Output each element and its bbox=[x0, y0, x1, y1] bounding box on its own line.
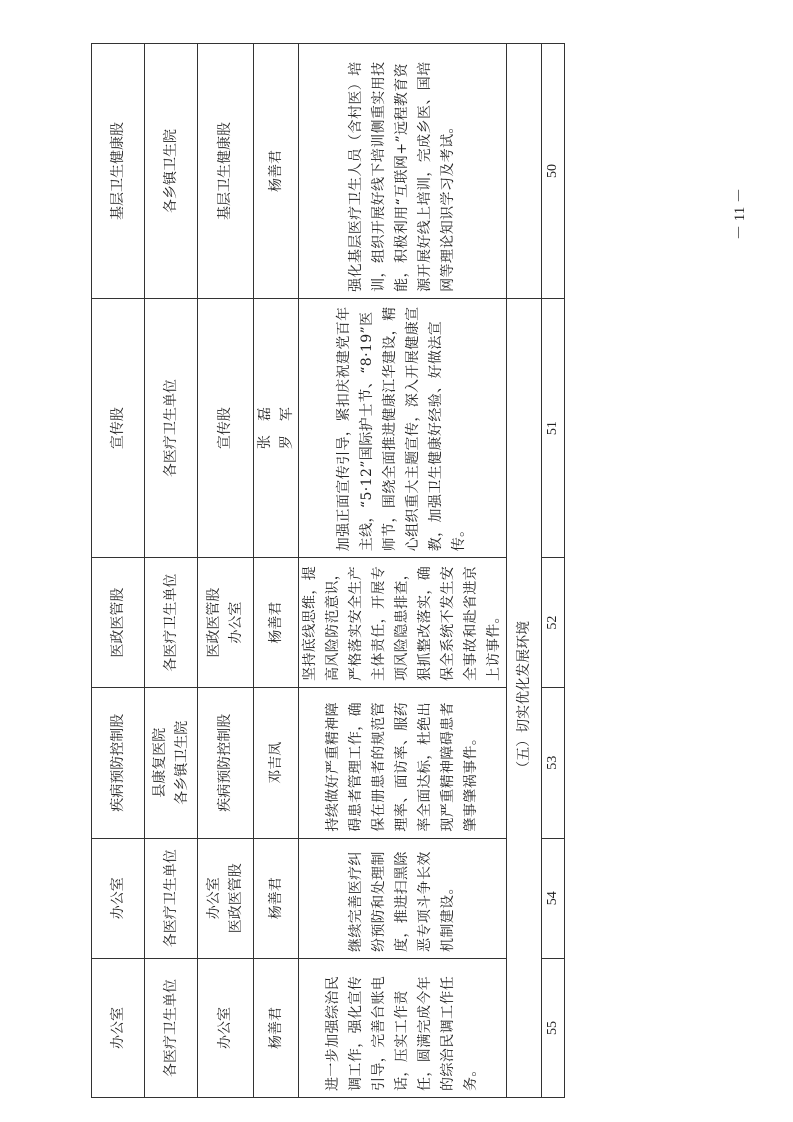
lead-department-cell-line: 办公室 bbox=[206, 877, 223, 920]
row-number: 52 bbox=[542, 558, 565, 688]
leader-cell: 杨善君 bbox=[253, 959, 298, 1098]
leader-cell: 杨善君 bbox=[253, 558, 298, 688]
responsible-cell: 基层卫生健康股 bbox=[92, 44, 145, 299]
task-content: 强化基层医疗卫生人员（含村医）培训，组织开展好线下培训侧重实用技能，积极利用“互联网+”远程教育资源开展好线上培训，完成乡医、国培网等理论知识学习及考试。 bbox=[298, 44, 506, 299]
table-field-row bbox=[92, 44, 145, 1098]
unit-cell bbox=[144, 688, 197, 839]
leader-cell bbox=[253, 298, 298, 557]
table-field-row bbox=[298, 44, 506, 1098]
row-number: 53 bbox=[542, 688, 565, 839]
lead-department-cell: 办公室 bbox=[197, 959, 253, 1098]
task-content: 坚持底线思维，提高风险防范意识，严格落实安全生产主体责任，开展专项风险隐患排查，狠抓整改落实，确保全系统不发生安全事故和赴省进京上访事件。 bbox=[298, 558, 506, 688]
lead-department-cell-line: 医政医管股 bbox=[228, 863, 245, 934]
row-number: 54 bbox=[542, 838, 565, 958]
unit-cell: 各乡镇卫生院 bbox=[144, 44, 197, 299]
lead-department-cell: 宣传股 bbox=[197, 298, 253, 557]
table-field-row bbox=[144, 44, 197, 1098]
responsible-cell: 办公室 bbox=[92, 838, 145, 958]
task-content: 加强正面宣传引导，紧扣庆祝建党百年主线，“5·12”国际护士节、“8·19”医师节，围绕全面推进健康江华建设，精心组织重大主题宣传，深入开展健康宣教，加强卫生健康好经验、好做法宣传。 bbox=[298, 298, 506, 557]
table-field-row bbox=[542, 44, 565, 1098]
leader-cell: 杨善君 bbox=[253, 44, 298, 299]
row-number: 50 bbox=[542, 44, 565, 299]
unit-cell-line: 县康复医院 bbox=[151, 727, 168, 798]
table-field-row bbox=[197, 44, 253, 1098]
responsible-cell: 疾病预防控制股 bbox=[92, 688, 145, 839]
unit-cell: 各医疗卫生单位 bbox=[144, 959, 197, 1098]
task-content: 进一步加强综治民调工作，强化宣传引导，完善台账电话，压实工作责任，圆满完成今年的综治民调工作任务。 bbox=[298, 959, 506, 1098]
responsible-cell: 办公室 bbox=[92, 959, 145, 1098]
task-table-rotated bbox=[91, 44, 561, 1098]
row-number: 51 bbox=[542, 298, 565, 557]
responsible-cell: 宣传股 bbox=[92, 298, 145, 557]
lead-department-cell bbox=[197, 838, 253, 958]
section-cell-empty bbox=[506, 44, 542, 299]
leader-cell: 杨善君 bbox=[253, 838, 298, 958]
unit-cell: 各医疗卫生单位 bbox=[144, 838, 197, 958]
leader-cell-line: 罗 军 bbox=[278, 407, 295, 450]
leader-cell-line: 张 磊 bbox=[256, 407, 273, 450]
page-number-text: － 11 － bbox=[732, 188, 748, 240]
section-cell: （五）切实优化发展环境 bbox=[506, 298, 542, 1097]
lead-department-cell: 疾病预防控制股 bbox=[197, 688, 253, 839]
unit-cell: 各医疗卫生单位 bbox=[144, 298, 197, 557]
lead-department-cell-line: 医政医管股 bbox=[206, 587, 223, 658]
table-field-row bbox=[506, 44, 542, 1098]
table-field-row bbox=[253, 44, 298, 1098]
leader-cell: 邓吉凤 bbox=[253, 688, 298, 839]
responsible-cell: 医政医管股 bbox=[92, 558, 145, 688]
task-table bbox=[91, 43, 565, 1098]
row-number: 55 bbox=[542, 959, 565, 1098]
lead-department-cell bbox=[197, 558, 253, 688]
task-content: 持续做好严重精神障碍患者管理工作，确保在册患者的规范管理率、面访率、服药率全面达标，杜绝出现严重精神障碍患者肇事肇祸事件。 bbox=[298, 688, 506, 839]
lead-department-cell: 基层卫生健康股 bbox=[197, 44, 253, 299]
unit-cell: 各医疗卫生单位 bbox=[144, 558, 197, 688]
lead-department-cell-line: 办公室 bbox=[228, 601, 245, 644]
task-content: 继续完善医疗纠纷预防和处理制度，推进扫黑除恶专项斗争长效机制建设。 bbox=[298, 838, 506, 958]
page-number bbox=[728, 180, 752, 380]
unit-cell-line: 各乡镇卫生院 bbox=[173, 720, 190, 805]
